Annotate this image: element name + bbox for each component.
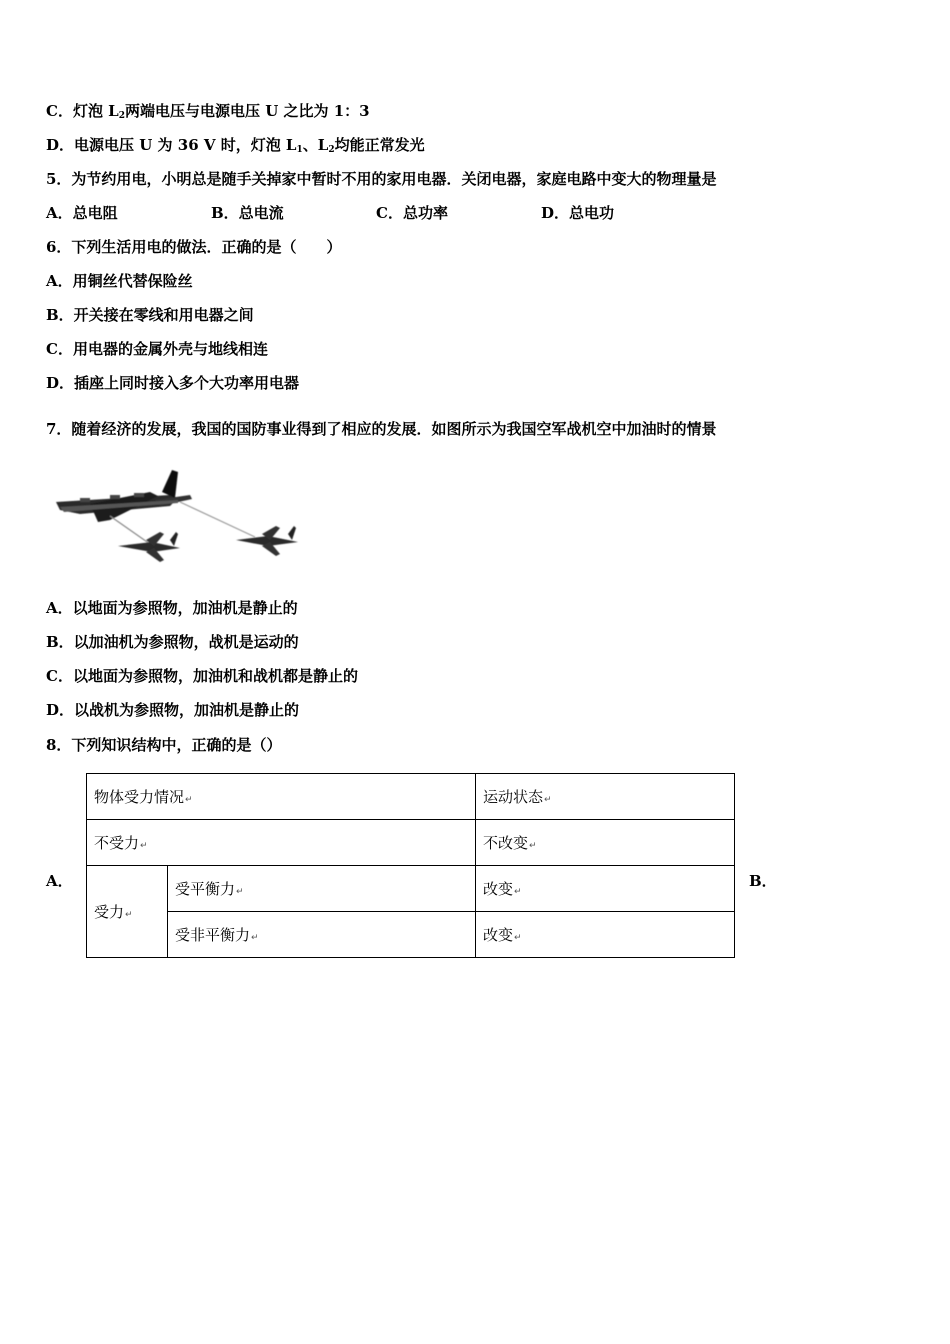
table-row xyxy=(87,912,735,958)
q6-question: 6．下列生活用电的做法．正确的是（ ） xyxy=(46,238,342,256)
q8-option-b-label: B． xyxy=(749,872,777,890)
q5-option-a: A．总电阻 xyxy=(46,204,118,222)
cell-forced: 受力↵ xyxy=(87,866,168,958)
cell-unchanged: 不改变↵ xyxy=(476,820,735,866)
q7-option-a: A．以地面为参照物，加油机是静止的 xyxy=(46,599,298,617)
q5-option-c: C．总功率 xyxy=(376,204,448,222)
q8-question: 8．下列知识结构中，正确的是（） xyxy=(46,736,282,754)
cell-changed-1: 改变↵ xyxy=(476,866,735,912)
q6-option-b: B．开关接在零线和用电器之间 xyxy=(46,306,254,324)
q4-option-d: D．电源电压 U 为 36 V 时，灯泡 $L_1$、$L_2$均能正常发光 xyxy=(46,136,425,155)
table-row xyxy=(87,866,735,912)
q8-option-a-label: A． xyxy=(46,872,73,890)
q7-option-d: D．以战机为参照物，加油机是静止的 xyxy=(46,701,300,719)
q5-option-d: D．总电功 xyxy=(541,204,615,222)
q7-option-c: C．以地面为参照物，加油机和战机都是静止的 xyxy=(46,667,358,685)
knowledge-structure-table xyxy=(86,773,735,958)
q7-question: 7．随着经济的发展，我国的国防事业得到了相应的发展．如图所示为我国空军战机空中加油时的情景 xyxy=(46,420,717,438)
cell-no-force: 不受力↵ xyxy=(87,820,476,866)
table-row xyxy=(87,774,735,820)
q6-option-a: A．用铜丝代替保险丝 xyxy=(46,272,193,290)
header-motion-state: 运动状态↵ xyxy=(476,774,735,820)
q6-option-c: C．用电器的金属外壳与地线相连 xyxy=(46,340,268,358)
q4-option-c: C．灯泡 $L_2$两端电压与电源电压 U 之比为 1：3 xyxy=(46,102,370,121)
q7-option-b: B．以加油机为参照物，战机是运动的 xyxy=(46,633,299,651)
q5-option-b: B．总电流 xyxy=(211,204,284,222)
cell-balanced-force: 受平衡力↵ xyxy=(168,866,476,912)
q5-options xyxy=(46,203,614,223)
aerial-refueling-image xyxy=(50,462,308,572)
q6-option-d: D．插座上同时接入多个大功率用电器 xyxy=(46,374,300,392)
table-row xyxy=(87,820,735,866)
cell-changed-2: 改变↵ xyxy=(476,912,735,958)
header-force-situation: 物体受力情况↵ xyxy=(87,774,476,820)
q5-question: 5．为节约用电，小明总是随手关掉家中暂时不用的家用电器．关闭电器，家庭电路中变大的物理量是 xyxy=(46,170,717,188)
cell-unbalanced-force: 受非平衡力↵ xyxy=(168,912,476,958)
